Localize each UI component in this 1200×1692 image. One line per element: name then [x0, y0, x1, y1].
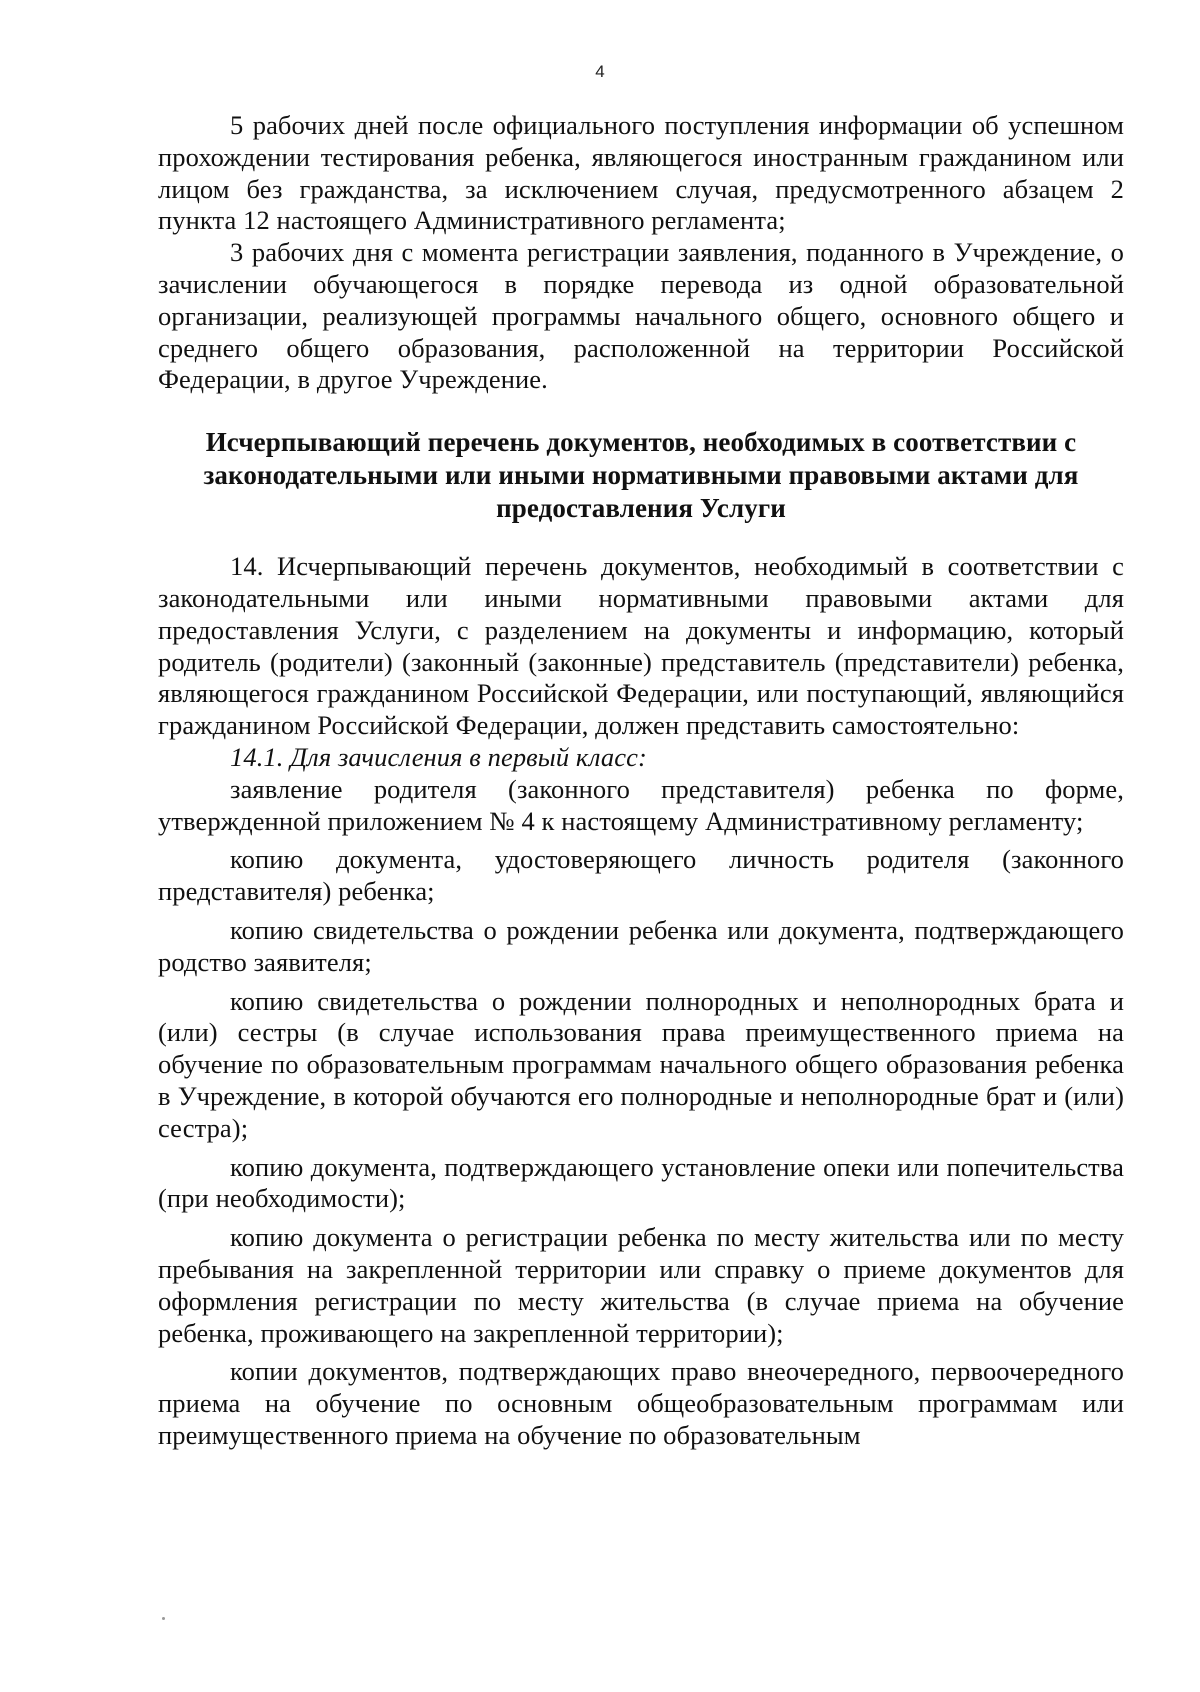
list-item-priority-rights: копии документов, подтверждающих право внеочередного, первоочередного приема на обучение по основным общеобразовательным программам или преимущественного приема на обучение по образовательным: [158, 1356, 1124, 1450]
paragraph-deadline-3-days: 3 рабочих дня с момента регистрации заявления, поданного в Учреждение, о зачислении обучающегося в порядке перевода из одной образовательной организации, реализующей программы начального общего, основного общего и среднего общего образования, расположенной на территории Российской Федерации, в другое Учреждение.: [158, 237, 1124, 395]
list-item-siblings-certificate: копию свидетельства о рождении полнородных и неполнородных брата и (или) сестры (в случае использования права преимущественного приема на обучение по образовательным программам начального общего образования ребенка в Учреждение, в которой обучаются его полнородные и неполнородные брат и (или) сестра);: [158, 985, 1124, 1143]
list-item-registration: копию документа о регистрации ребенка по месту жительства или по месту пребывания на закрепленной территории или справку о приеме документов для оформления регистрации по месту жительства (в случае приема на обучение ребенка, проживающего на закрепленной территории);: [158, 1222, 1124, 1348]
list-item-birth-certificate: копию свидетельства о рождении ребенка или документа, подтверждающего родство заявителя;: [158, 914, 1124, 977]
clause-14: 14. Исчерпывающий перечень документов, необходимый в соответствии с законодательными или иными нормативными правовыми актами для предоставления Услуги, с разделением на документы и информацию, который родитель (родители) (законный (законные) представитель (представители) ребенка, являющегося гражданином Российской Федерации, или поступающий, являющийся гражданином Российской Федерации, должен представить самостоятельно:: [158, 551, 1124, 741]
document-body: [158, 110, 1124, 1452]
section-heading: Исчерпывающий перечень документов, необходимых в соответствии с законодательными или иными нормативными правовыми актами для предоставления Услуги: [203, 427, 1079, 524]
list-item-parent-id: копию документа, удостоверяющего личность родителя (законного представителя) ребенка;: [158, 844, 1124, 907]
list-item-application-form: заявление родителя (законного представителя) ребенка по форме, утвержденной приложением № 4 к настоящему Административному регламенту;: [158, 773, 1124, 836]
clause-14-1-title: 14.1. Для зачисления в первый класс:: [230, 741, 647, 772]
scan-dot: [162, 1617, 165, 1620]
page-number: 4: [595, 62, 605, 81]
paragraph-deadline-5-days: 5 рабочих дней после официального поступления информации об успешном прохождении тестирования ребенка, являющегося иностранным гражданином или лицом без гражданства, за исключением случая, предусмотренного абзацем 2 пункта 12 настоящего Административного регламента;: [158, 110, 1124, 236]
list-item-guardianship: копию документа, подтверждающего установление опеки или попечительства (при необходимости);: [158, 1151, 1124, 1214]
